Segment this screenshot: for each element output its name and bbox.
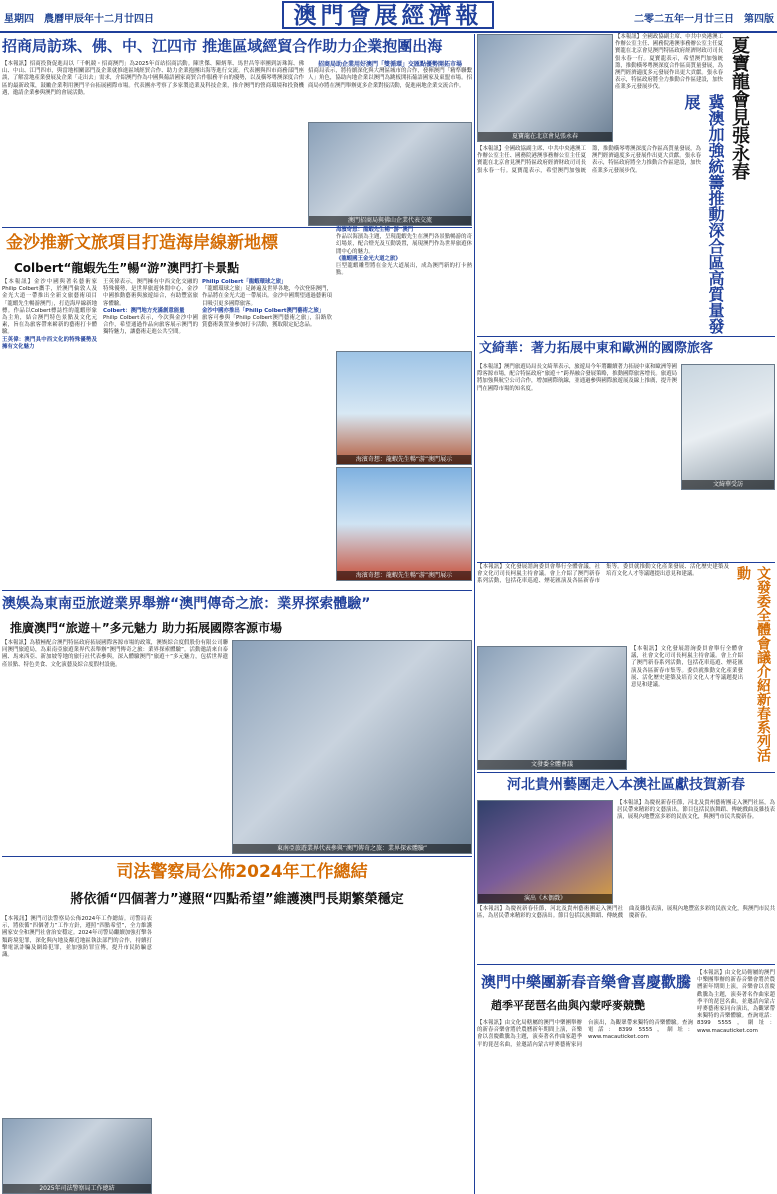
divider — [477, 964, 775, 965]
headline: 河北貴州藝團走入本澳社區獻技賀新春 — [507, 777, 745, 793]
body-text: 【本報訊】澳門司法警察局公佈2024年工作總結。司警局表示，將依循“四個著力”工作方針，遵照“四點希望”，全力維護國家安全和澳門社會治安穩定。2024年司警局繼續加強打擊各類跨境犯罪，深化與內地及鄰近地區執法部門的合作，持續打擊電訊詐騙及網絡犯罪，並加強防罪宣傳，提升市民防騙意識。 — [2, 916, 152, 959]
photo-lobster-2 — [336, 467, 472, 581]
body-text: 【本報訊】由文化局轄屬的澳門中樂團舉辦的新春音樂會將於農曆新年期間上演，音樂會以喜慶歡騰為主題，演奏著名作曲家趙季平的琵琶名曲，並邀請內蒙古呼麥藝術家同台演出，為觀眾帶來獨特的音樂體驗。查詢電話：8399 5555，網址：www.macauticket.com — [477, 1020, 693, 1048]
body-text-2: 【本報訊】文化發展諮詢委員會舉行全體會議，社會文化司司長柯嵐主持會議。會上介紹了澳門新春系列活動，包括花車巡遊、煙花匯演及各區新春市集等。委員就推動文化產業發展、活化歷史建築及培育文化人才等議題提出意見和建議。 — [631, 646, 743, 689]
photo-caption: 澳門招商局與佛山企業代表交流 — [309, 216, 471, 225]
article-sjm — [2, 592, 472, 854]
headline: 澳娛為東南亞旅遊業界舉辦“澳門傳奇之旅：業界探索體驗” — [2, 596, 371, 612]
masthead: 澳門會展經濟報 — [282, 1, 494, 29]
subheadline: Colbert“龍蝦先生”暢“游”澳門打卡景點 — [14, 261, 240, 275]
article-investment — [2, 34, 472, 226]
vertical-headline: 文發委全體會議介紹新春系列活動 — [735, 566, 771, 762]
photo-police — [2, 1118, 152, 1194]
body-text-2: Philip Colbert「龍蝦環球之旅」 「龍蝦環球之旅」足跡遍及世界各地，今次登陸澳門，作品將在金光大道一帶展出。金沙中國期望通過藝術項目吸引更多國際旅客。 金沙中國亦推出「Philip Colbert澳門藝術之旅」 旅客可參與「Philip Colbert澳門藝術之旅」，沿路欣賞藝術裝置並參加打卡活動，獲取限定紀念品。 — [202, 279, 332, 329]
header-rule — [0, 31, 777, 33]
photo-director — [681, 364, 775, 490]
headline: 澳門中樂團新春音樂會喜慶歡騰 — [481, 973, 692, 991]
photo-caption: 演出《木偶戲》 — [478, 894, 612, 903]
article-tourism — [477, 338, 775, 560]
body-text: 【本報訊】金沙中國與著名藝術家Philip Colbert攜手，於澳門倫敦人及金光大道一帶推出全新文旅藝術項目「龍蝦先生暢游澳門」，打造海岸線新地標。作品以Colbert標誌性的龍蝦形象為主角，結合澳門特色景點及文化元素，旨在為旅客帶來嶄新的藝術打卡體驗。 王英偉：澳門具中西文化的特殊優勢及擁有文化魅力 王英偉表示，澳門擁有中西文化交融的特殊優勢，是世界旅遊休閒中心，金沙中國推動藝術與旅遊結合，有助豐富旅客體驗。 Colbert：澳門地方充滿創意能量 Philip Colbert表示，今次與金沙中國合作，希望通過作品向旅客展示澳門的獨特魅力，讓藝術走進公共空間。 — [2, 279, 198, 350]
vertical-subheadline: 冀澳加強統籌推動深合區高質量發展 — [682, 94, 725, 334]
body-text-3: 海濱奇想：龍蝦先生暢“游”澳門 作品以海濱為主題，呈現龍蝦先生在澳門各景點暢游的奇幻場景，配合燈光及互動裝置，展現澳門作為世界旅遊休閒中心的魅力。 《龍蝦國王金光大道之旅》 巨型龍蝦雕塑將在金光大道展出，成為澳門新的打卡熱點。 — [336, 227, 472, 277]
article-art-troupe — [477, 774, 775, 962]
article-culture-committee — [477, 564, 775, 770]
column-divider — [474, 34, 475, 1194]
photo-caption: 2025年司法警察局工作總結 — [3, 1184, 151, 1193]
body-text-2: 招商局助企業用好澳門「雙循環」交匯點優勢開拓市場 招商局表示，將持續深化與大灣區城市的合作，發揮澳門「精準聯繫人」角色，協助內地企業以澳門為跳板開拓葡語國家及東盟市場。招商局亦將在澳門舉辦更多企業對接活動，促進兩地企業交流合作。 — [308, 61, 472, 89]
left-date: 星期四 農曆甲辰年十二月廿四日 — [4, 14, 154, 25]
body-text-2: 【本報訊】全國政協副主席、中共中央港澳工作辦公室主任、國務院港澳事務辦公室主任夏寶龍在北京會見澳門特區政府經濟財政司司長張永春一行。夏寶龍表示，希望澳門加強統籌，推動橫琴粵澳深度合作區高質量發展，為澳門經濟適度多元發展作出更大貢獻。張永春表示，特區政府將全力推動合作區建設，加快產業多元發展步伐。 — [477, 146, 701, 174]
body-text: 【本報訊】為慶祝新春佳節，河北及貴州藝術團走入澳門社區，為居民帶來精彩的文藝演出。節目包括民族舞蹈、傳統戲曲及雜技表演，展現內地豐富多彩的民族文化，與澳門市民共慶新春。 — [617, 800, 775, 821]
body-text: 【本報訊】招商投資促進局以「千帆競・招商澳門」為2025年首站招商活動。陳世傑、陳炳華、馬世昌等率團到訪珠海、佛山、中山、江門四市，與當地相關部門及企業就推進區域經貿合作、助力企業抱團出海等進行交流。代表團與四市商務部門座談，了解當地產業發展及企業「走出去」需求，介紹澳門作為中國與葡語國家商貿合作服務平台的優勢，以及橫琴粵澳深度合作區的最新政策，鼓勵企業利用澳門平台拓展國際市場。代表團亦考察了多家製造業及科技企業，推介澳門的營商環境和投資機遇，邀請企業參與澳門的會展活動。 — [2, 61, 304, 96]
photo-meeting — [477, 34, 613, 142]
article-xia-baolong — [477, 34, 775, 334]
divider — [2, 590, 472, 591]
subheadline: 趙季平琵琶名曲與內蒙呼麥競艷 — [491, 999, 645, 1012]
photo-caption: 夏寶龍在北京會見張永春 — [478, 132, 612, 141]
photo-committee — [477, 646, 627, 770]
header-bar — [0, 0, 777, 30]
photo-caption: 海濱奇想：龍蝦先生暢“游”澳門展示 — [337, 571, 471, 580]
photo-performance — [477, 800, 613, 904]
vertical-headline: 夏寶龍會見張永春 — [729, 36, 750, 180]
photo-caption: 文綺華受訪 — [682, 480, 774, 489]
headline: 司法警察局公佈2024年工作總結 — [116, 862, 368, 882]
headline: 招商局訪珠、佛、中、江四市 推進區域經貿合作助力企業抱團出海 — [2, 37, 443, 55]
photo-caption: 文發委全體會議 — [478, 760, 626, 769]
body-text: 【本報訊】文化發展諮詢委員會舉行全體會議，社會文化司司長柯嵐主持會議。會上介紹了澳門新春系列活動，包括花車巡遊、煙花匯演及各區新春市集等。委員就推動文化產業發展、活化歷史建築及培育文化人才等議題提出意見和建議。 — [477, 564, 729, 585]
photo-caption: 東南亞旅遊業界代表參與“澳門傳奇之旅：業界探索體驗” — [233, 844, 471, 853]
body-text: 【本報訊】為積極配合澳門特區政府拓展國際客源市場的政策，澳娛綜合度假股份有限公司聯同澳門旅遊局，為東南亞旅遊業界代表舉辦“澳門傳奇之旅：業界探索體驗”。活動邀請來自泰國、馬來西亞、新加坡等地的旅行社代表參與，深入體驗澳門“旅遊＋”多元魅力，包括世界遺產景點、特色美食、文化演藝及綜合度假村設施。 — [2, 640, 228, 668]
divider — [477, 336, 775, 337]
body-text-2: 【本報訊】為慶祝新春佳節，河北及貴州藝術團走入澳門社區，為居民帶來精彩的文藝演出。節目包括民族舞蹈、傳統戲曲及雜技表演，展現內地豐富多彩的民族文化，與澳門市民共慶新春。 — [477, 906, 775, 920]
subheadline: 推廣澳門“旅遊＋”多元魅力 助力拓展國際客源市場 — [10, 621, 282, 635]
article-police — [2, 858, 472, 1194]
divider — [477, 562, 775, 563]
divider — [2, 856, 472, 857]
photo-tour — [232, 640, 472, 854]
body-text: 【本報訊】全國政協副主席、中共中央港澳工作辦公室主任、國務院港澳事務辦公室主任夏寶龍在北京會見澳門特區政府經濟財政司司長張永春一行。夏寶龍表示，希望澳門加強統籌，推動橫琴粵澳深度合作區高質量發展，為澳門經濟適度多元發展作出更大貢獻。張永春表示，特區政府將全力推動合作區建設，加快產業多元發展步伐。 — [615, 34, 723, 91]
body-text-right: 【本報訊】由文化局轄屬的澳門中樂團舉辦的新春音樂會將於農曆新年期間上演，音樂會以喜慶歡騰為主題，演奏著名作曲家趙季平的琵琶名曲，並邀請內蒙古呼麥藝術家同台演出，為觀眾帶來獨特的音樂體驗。查詢電話：8399 5555，網址：www.macauticket.com — [697, 970, 775, 1034]
subheadline: 將依循“四個著力”遵照“四點希望”維護澳門長期繁榮穩定 — [70, 892, 404, 907]
body-text: 【本報訊】澳門旅遊局局長文綺華表示，旅遊局今年將繼續著力拓展中東和歐洲等國際客源市場，配合特區政府“旅遊＋”跨界融合發展策略，推動國際旅客增長。旅遊局將加強與航空公司合作，增加國際航線，並通過參與國際旅遊展及線上推廣，提升澳門在國際市場的知名度。 — [477, 364, 677, 392]
right-date: 二零二五年一月廿三日 第四版 — [634, 14, 774, 25]
divider — [477, 772, 775, 773]
photo-lobster-1 — [336, 351, 472, 465]
subhead: 招商局助企業用好澳門「雙循環」交匯點優勢開拓市場 — [317, 61, 462, 68]
headline: 文綺華：著力拓展中東和歐洲的國際旅客 — [479, 341, 714, 356]
photo-delegation — [308, 122, 472, 226]
headline: 金沙推新文旅項目打造海岸線新地標 — [6, 233, 278, 253]
photo-caption: 海濱奇想：龍蝦先生暢“游”澳門展示 — [337, 455, 471, 464]
article-orchestra — [477, 966, 775, 1194]
article-sands — [2, 229, 472, 589]
